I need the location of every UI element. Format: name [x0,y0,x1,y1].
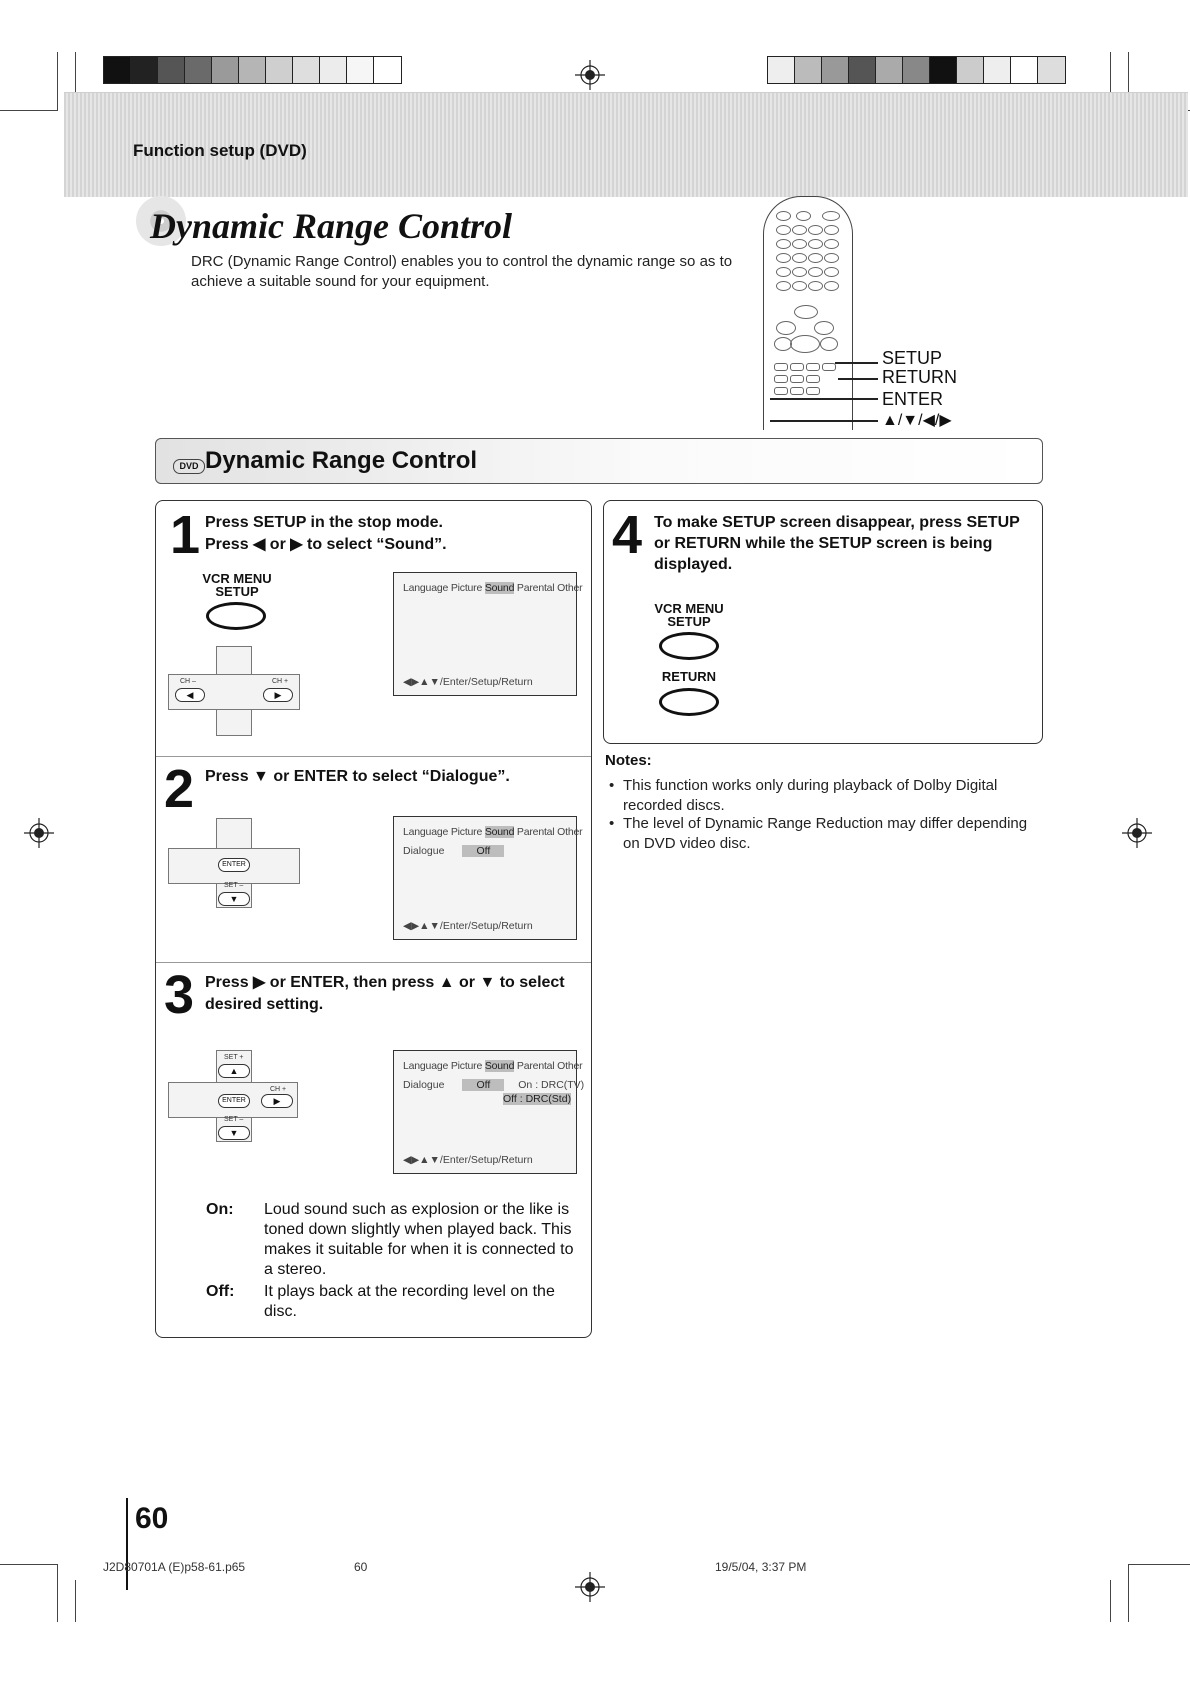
up-button[interactable]: ▲ [218,1064,250,1078]
crop-mark [1110,52,1111,92]
remote-label-return: RETURN [882,367,957,387]
step-divider [156,756,591,757]
setup-screen [393,572,583,696]
setup-label: SETUP [215,584,259,599]
note-text: This function works only during playback of Dolby Digital recorded discs. [623,777,998,814]
registration-target-icon [24,818,54,848]
osd-value: Off [462,1079,504,1091]
crop-mark [75,1580,76,1622]
registration-bar-left [103,56,402,84]
crop-mark [1128,1564,1129,1622]
callout-line [835,362,878,364]
note-text: The level of Dynamic Range Reduction may differ depending on DVD video disc. [623,815,1028,852]
dvd-badge: DVD [173,459,205,474]
crop-mark [0,110,58,111]
osd-tabs: Parental Other [514,582,583,594]
set-minus-label: SET – [224,1116,244,1123]
definition-value: Loud sound such as explosion or the like is toned down slightly when played back. This makes it suitable for when it is connected to a stereo. [264,1201,574,1278]
crop-mark [0,1564,58,1565]
step-number: 2 [164,759,195,819]
registration-target-icon [575,1572,605,1602]
intro-text: DRC (Dynamic Range Control) enables you to control the dynamic range so as to achieve a suitable sound for your equipment. [191,253,733,290]
crop-mark [1110,1580,1111,1622]
setup-label: SETUP [667,614,711,629]
osd-option-on: On : DRC(TV) [518,1079,585,1091]
osd-tab-sound: Sound [484,826,515,838]
return-label: RETURN [661,669,717,684]
definition-key: Off: [206,1283,235,1300]
ch-plus-label: CH + [270,1086,287,1093]
right-button[interactable]: ▶ [263,688,293,702]
osd-tabs: Parental Other [514,1060,583,1072]
setup-button[interactable] [659,632,719,660]
callout-line [838,378,878,380]
crop-mark [57,1564,58,1622]
notes-heading: Notes: [605,752,652,769]
enter-button[interactable]: ENTER [218,1094,250,1108]
note-item: • The level of Dynamic Range Reduction may differ depending on DVD video disc. [609,815,1028,852]
osd-footer: ◀▶▲▼/Enter/Setup/Return [403,920,533,932]
definition-key: On: [206,1201,234,1218]
setup-screen [393,816,583,940]
vcr-menu-label: VCR MENU [202,571,272,586]
set-minus-label: SET – [224,882,244,889]
down-button[interactable]: ▼ [218,892,250,906]
remote-label-enter: ENTER [882,389,944,409]
osd-footer: ◀▶▲▼/Enter/Setup/Return [403,1154,533,1166]
osd-tab-sound: Sound [484,1060,515,1072]
remote-label-arrows: ▲/▼/◀/▶ [882,412,952,429]
registration-target-icon [575,60,605,90]
osd-option-off: Off : DRC(Std) [503,1093,572,1105]
definition-on [206,1200,576,1282]
step-instruction: or RETURN while the SETUP screen is being [654,535,993,552]
step-number: 4 [612,505,643,565]
step-instruction: displayed. [654,556,733,573]
footer-date: 19/5/04, 3:37 PM [715,1560,807,1574]
step-number: 1 [170,505,201,565]
ch-plus-label: CH + [272,678,289,685]
page-number-rule [126,1498,128,1590]
step-instruction: Press ◀ or ▶ to select “Sound”. [205,536,447,553]
return-button[interactable] [659,688,719,716]
step-instruction: desired setting. [205,996,324,1013]
osd-value: Off [462,845,504,857]
section-label: Function setup (DVD) [133,141,307,160]
crop-mark [1128,1564,1190,1565]
section-title: Dynamic Range Control [205,447,478,474]
callout-line [770,398,878,400]
remote-control-illustration [763,196,853,430]
registration-target-icon [1122,818,1152,848]
definition-off [206,1282,576,1324]
osd-dialogue: Dialogue [403,1079,445,1091]
setup-button[interactable] [206,602,266,630]
enter-button[interactable]: ENTER [218,858,250,872]
footer-file: J2D80701A (E)p58-61.p65 [103,1560,246,1574]
crop-mark [57,52,58,110]
right-button[interactable]: ▶ [261,1094,293,1108]
osd-tabs: Language Picture [403,826,485,838]
osd-tab-sound: Sound [484,582,515,594]
vcr-menu-label: VCR MENU [654,601,724,616]
step-instruction: Press SETUP in the stop mode. [205,514,443,531]
ch-minus-label: CH – [180,678,196,685]
step-divider [156,962,591,963]
step-instruction: Press ▶ or ENTER, then press ▲ or ▼ to select [205,974,565,991]
step-number: 3 [164,965,195,1025]
registration-bar-right [767,56,1066,84]
definition-value: It plays back at the recording level on the disc. [264,1283,555,1320]
osd-tabs: Language Picture [403,582,485,594]
osd-dialogue: Dialogue [403,845,445,857]
page-title: Dynamic Range Control [150,206,513,246]
osd-tabs: Parental Other [514,826,583,838]
setup-screen [393,1050,585,1174]
callout-line [770,420,878,422]
crop-mark [75,52,76,92]
page-number: 60 [135,1502,169,1535]
osd-footer: ◀▶▲▼/Enter/Setup/Return [403,676,533,688]
down-button[interactable]: ▼ [218,1126,250,1140]
footer-page: 60 [354,1560,368,1574]
osd-tabs: Language Picture [403,1060,485,1072]
note-item: • This function works only during playback of Dolby Digital recorded discs. [609,776,1029,816]
left-button[interactable]: ◀ [175,688,205,702]
set-plus-label: SET + [224,1054,244,1061]
step-instruction: Press ▼ or ENTER to select “Dialogue”. [205,768,510,785]
remote-label-setup: SETUP [882,348,943,368]
step-instruction: To make SETUP screen disappear, press SETUP [654,514,1020,531]
